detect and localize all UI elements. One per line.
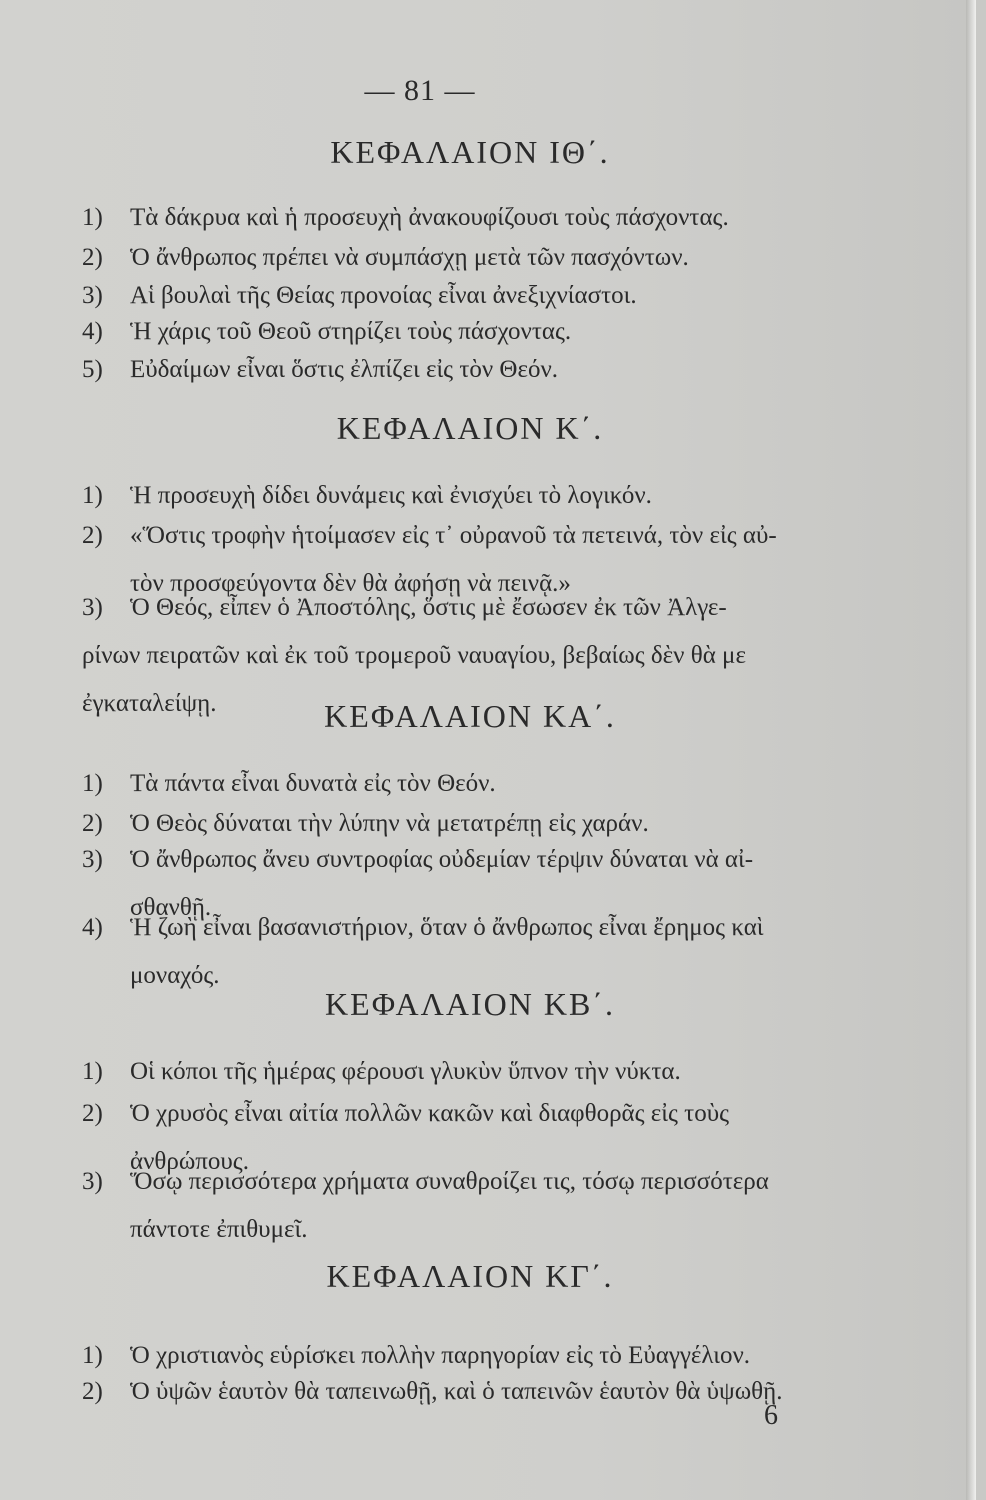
item-number: 3) bbox=[82, 282, 103, 309]
signature-mark: 6 bbox=[764, 1400, 778, 1431]
list-item bbox=[82, 346, 852, 394]
chapter-title: ΚΕΦΑΛΑΙΟΝ Κ΄. bbox=[336, 410, 604, 446]
item-line: Ἡ χάρις τοῦ Θεοῦ στηρίζει τοὺς πάσχοντας. bbox=[130, 318, 572, 345]
page-edge bbox=[966, 0, 976, 1500]
chapter-title: ΚΕΦΑΛΑΙΟΝ ΙΘ΄. bbox=[330, 134, 610, 170]
item-line: Ἡ ζωὴ εἶναι βασανιστήριον, ὅταν ὁ ἄνθρωπος εἶναι ἔρημος καὶ bbox=[130, 914, 764, 941]
item-line: μοναχός. bbox=[130, 962, 220, 989]
item-line: Τὰ δάκρυα καὶ ἡ προσευχὴ ἀνακουφίζουσι τοὺς πάσχοντας. bbox=[130, 204, 729, 231]
item-line: τὸν προσφεύγοντα δὲν θὰ ἀφήσῃ νὰ πεινᾷ.» bbox=[130, 570, 571, 597]
item-number: 3) bbox=[82, 1168, 103, 1195]
item-line: Ὅσῳ περισσότερα χρήματα συναθροίζει τις, τόσῳ περισσότερα bbox=[130, 1168, 769, 1195]
item-number: 3) bbox=[82, 846, 103, 873]
list-item bbox=[82, 1368, 852, 1416]
item-line: Ὁ χριστιανὸς εὑρίσκει πολλὴν παρηγορίαν εἰς τὸ Εὐαγγέλιον. bbox=[130, 1342, 751, 1369]
item-line: Αἱ βουλαὶ τῆς Θείας προνοίας εἶναι ἀνεξιχνίαστοι. bbox=[130, 282, 637, 309]
list-item bbox=[82, 1158, 852, 1254]
item-number: 2) bbox=[82, 522, 103, 549]
item-number: 2) bbox=[82, 244, 103, 271]
item-number: 1) bbox=[82, 1058, 103, 1085]
item-number: 4) bbox=[82, 914, 103, 941]
item-number: 4) bbox=[82, 318, 103, 345]
item-number: 1) bbox=[82, 204, 103, 231]
item-line: Τὰ πάντα εἶναι δυνατὰ εἰς τὸν Θεόν. bbox=[130, 770, 496, 797]
chapter-title: ΚΕΦΑΛΑΙΟΝ ΚΒ΄. bbox=[325, 986, 615, 1022]
item-line: Οἱ κόποι τῆς ἡμέρας φέρουσι γλυκὺν ὕπνον τὴν νύκτα. bbox=[130, 1058, 681, 1085]
item-number: 1) bbox=[82, 482, 103, 509]
item-line: Ὁ χρυσὸς εἶναι αἰτία πολλῶν κακῶν καὶ διαφθορᾶς εἰς τοὺς bbox=[130, 1100, 729, 1127]
item-line: Ἡ προσευχὴ δίδει δυνάμεις καὶ ἐνισχύει τὸ λογικόν. bbox=[130, 482, 652, 509]
page-number: — 81 — bbox=[364, 74, 476, 107]
item-line: Ὁ ἄνθρωπος πρέπει νὰ συμπάσχῃ μετὰ τῶν πασχόντων. bbox=[130, 244, 689, 271]
item-line: ἐγκαταλείψῃ. bbox=[82, 690, 217, 717]
item-number: 3) bbox=[82, 594, 103, 621]
chapter-title: ΚΕΦΑΛΑΙΟΝ ΚΓ΄. bbox=[326, 1258, 614, 1294]
item-line: πάντοτε ἐπιθυμεῖ. bbox=[130, 1216, 308, 1243]
item-line: Ὁ ὑψῶν ἑαυτὸν θὰ ταπεινωθῇ, καὶ ὁ ταπεινῶν ἑαυτὸν θὰ ὑψωθῇ. bbox=[130, 1378, 783, 1405]
item-line: σθανθῇ. bbox=[130, 894, 212, 921]
list-item bbox=[82, 1048, 852, 1096]
item-number: 1) bbox=[82, 770, 103, 797]
item-line: «Ὅστις τροφὴν ἡτοίμασεν εἰς τ᾽ οὐρανοῦ τὰ πετεινά, τὸν εἰς αὐ- bbox=[130, 522, 777, 549]
item-line: Ὁ ἄνθρωπος ἄνευ συντροφίας οὐδεμίαν τέρψιν δύναται νὰ αἰ- bbox=[130, 846, 754, 873]
item-line: Ὁ Θεός, εἶπεν ὁ Ἀποστόλης, ὅστις μὲ ἔσωσεν ἐκ τῶν Ἀλγε- bbox=[130, 594, 727, 621]
item-number: 5) bbox=[82, 356, 103, 383]
item-number: 2) bbox=[82, 810, 103, 837]
item-line: ἀνθρώπους. bbox=[130, 1148, 249, 1175]
item-number: 1) bbox=[82, 1342, 103, 1369]
item-number: 2) bbox=[82, 1378, 103, 1405]
chapter-title: ΚΕΦΑΛΑΙΟΝ ΚΑ΄. bbox=[324, 698, 616, 734]
item-number: 2) bbox=[82, 1100, 103, 1127]
item-line: Ὁ Θεὸς δύναται τὴν λύπην νὰ μετατρέπῃ εἰς χαράν. bbox=[130, 810, 649, 837]
item-line: ρίνων πειρατῶν καὶ ἐκ τοῦ τρομεροῦ ναυαγίου, βεβαίως δὲν θὰ με bbox=[82, 642, 746, 669]
item-line: Εὐδαίμων εἶναι ὅστις ἐλπίζει εἰς τὸν Θεόν. bbox=[130, 356, 559, 383]
